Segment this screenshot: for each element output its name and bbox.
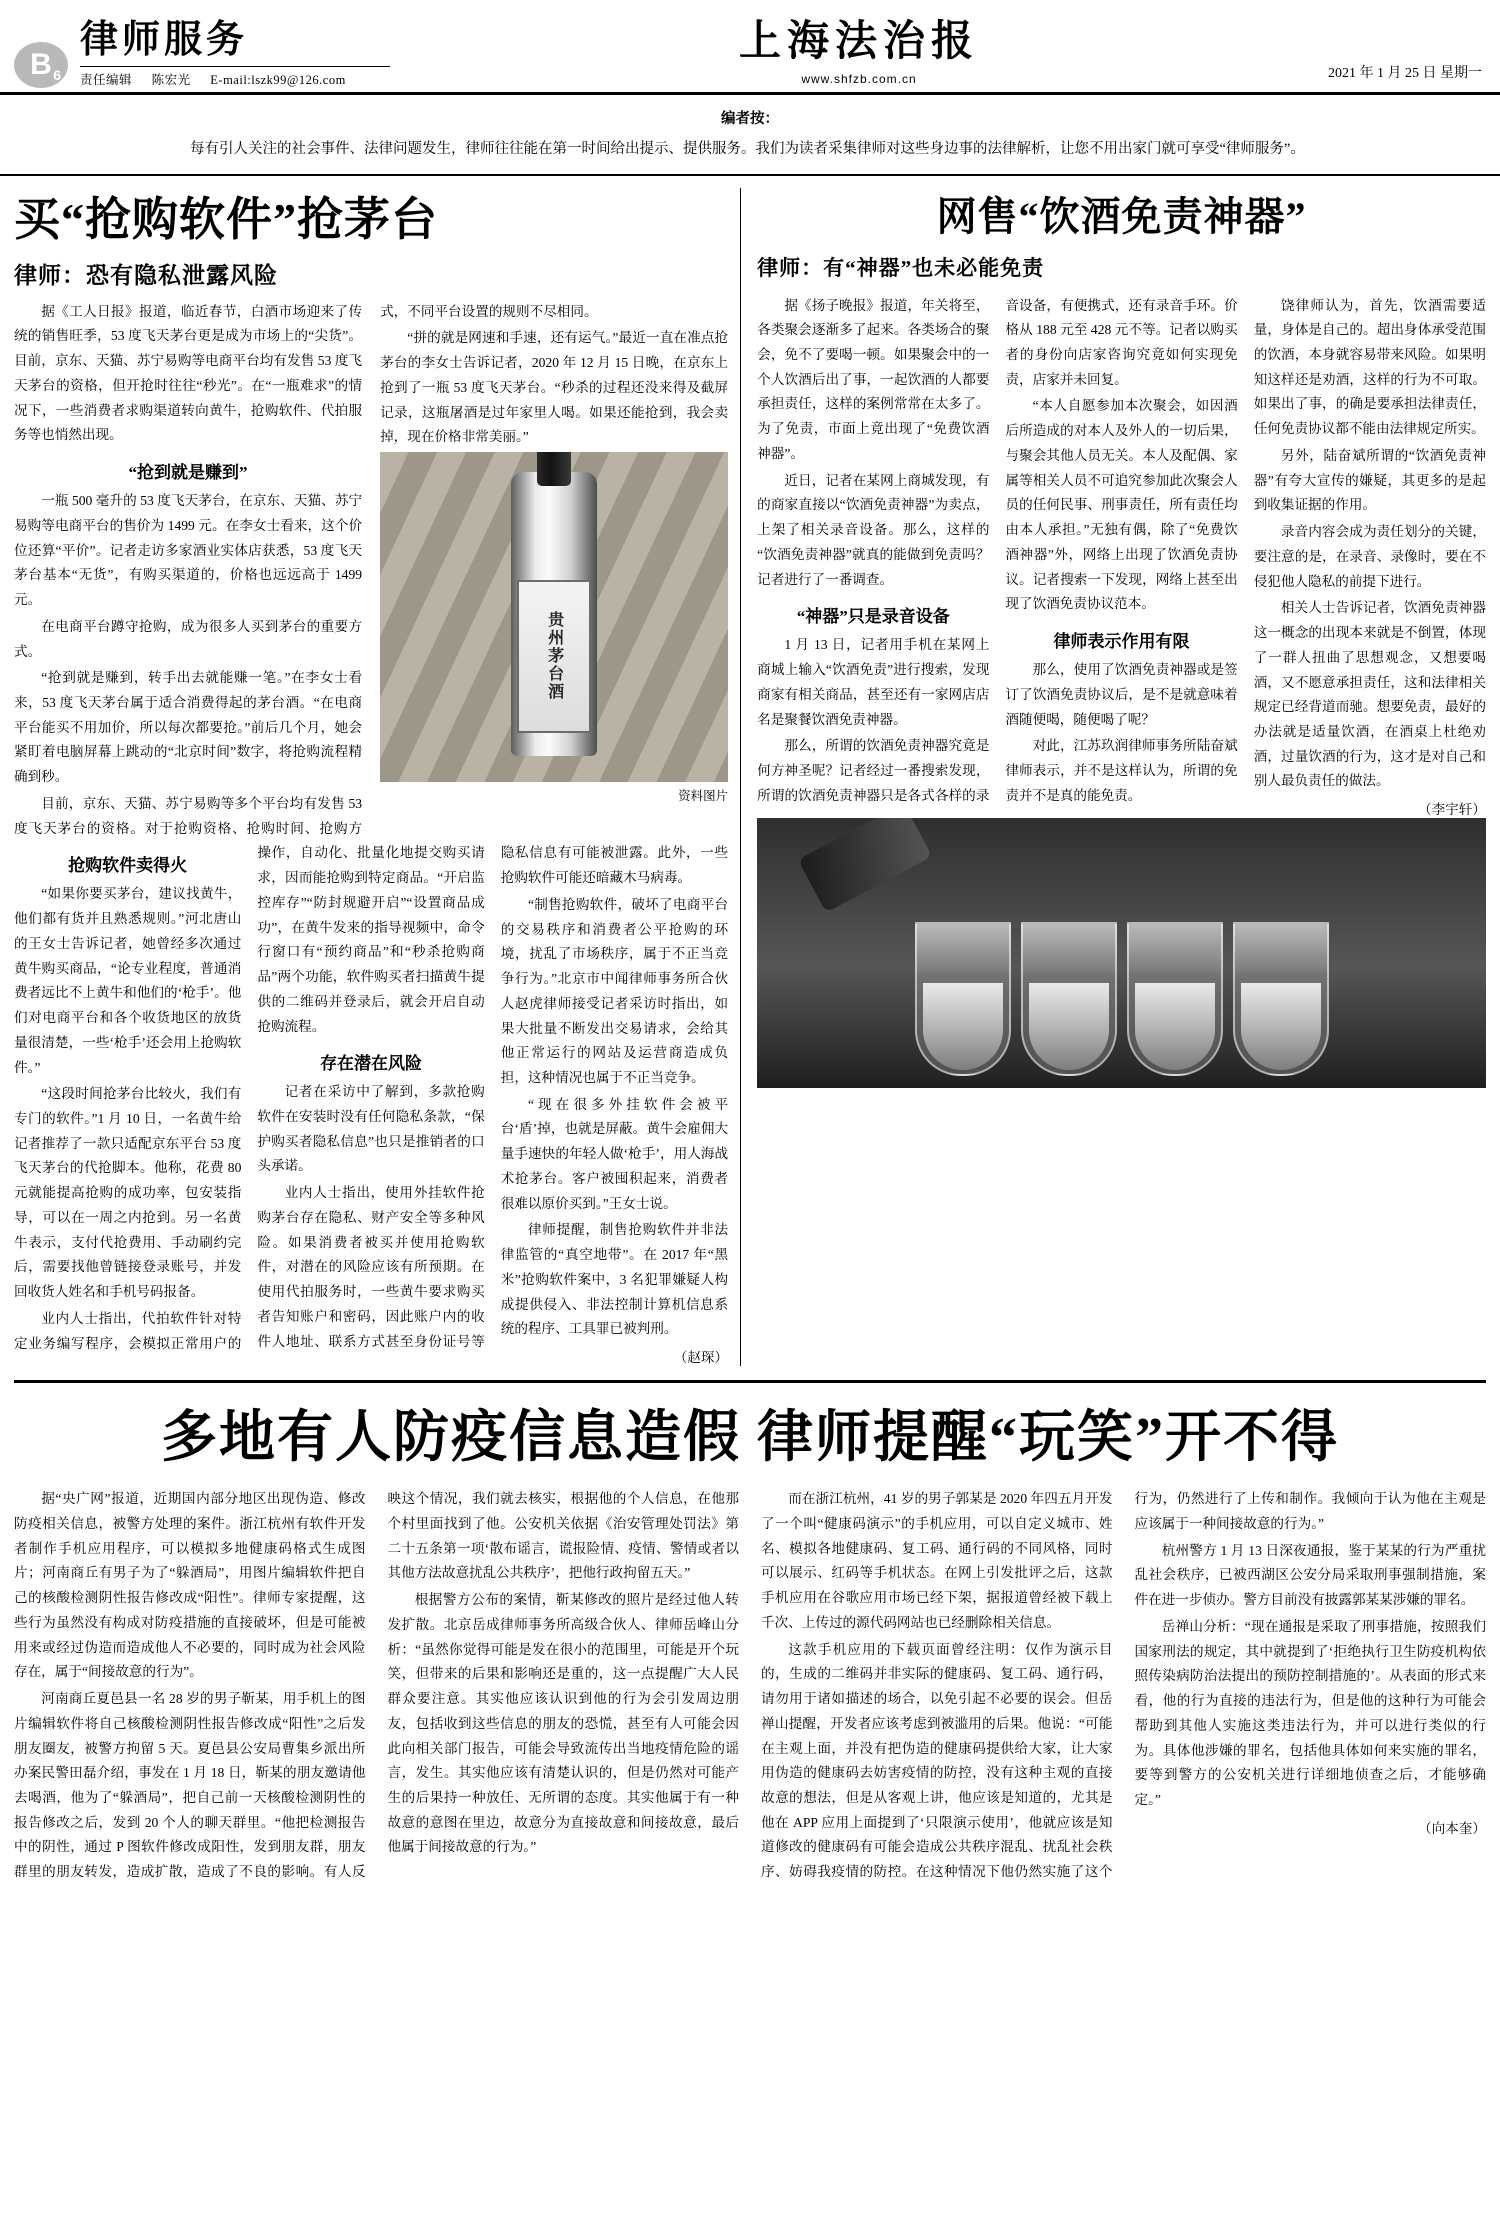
article3-para: 杭州警方 1 月 13 日深夜通报，鉴于某某的行为严重扰乱社会秩序，已被西湖区公安分局采取刑事强制措施，案件在进一步侦办。警方目前没有披露郭某某涉嫌的罪名。 [1134,1542,1486,1608]
photo-maotai-money [380,452,728,782]
article1-upper-columns [14,300,728,842]
article1-para: 目前，京东、天猫、苏宁易购等多个平台均有发售 53 度飞天茅台的资格。对于抢购资格、抢购时间、抢购方式，不同平台设置的规则不尽相同。 [14,303,598,836]
glass-illustration [1233,922,1329,1076]
article2-para: 对此，江苏玖润律师事务所陆奋斌律师表示，并不是这样认为，所谓的免责并不是真的能免责。 [1005,738,1238,803]
article2-columns [757,294,1486,819]
article2-para: 饶律师认为，首先，饮酒需要适量，身体是自己的。超出身体承受范围的饮酒，本身就容易带来风险。如果明知这样还是劝酒，这样的行为不可取。如果出了事，的确是要承担法律责任，任何免责协议都不能由法律规定所实。 [1253,297,1486,437]
article2-para: 另外，陆奋斌所谓的“饮酒免责神器”有夸大宣传的嫌疑，其更多的是起到收集证据的作用。 [1253,447,1486,513]
article2-para: 1 月 13 日，记者用手机在某网上商城上输入“饮酒免责”进行搜索，发现商家有相关商品，甚至还有一家网店店名是聚餐饮酒免责神器。 [757,637,990,727]
article1-section-2: 抢购软件卖得火 [68,856,188,876]
article1-lower-columns [14,841,728,1366]
section-title: 律师服务 [80,19,249,62]
article-drinking-device [741,188,1486,1367]
article3-para: 这款手机应用的下载页面曾经注明：仅作为演示目的，生成的二维码并非实际的健康码、复工码、通行码，请勿用于诸如描述的场合，以免引起不必要的误会。但岳禅山提醒，开发者应该考虑到被滥用的后果。他说：“可能在主观上面，并没有把伪造的健康码提供给大家，让大家用伪造的健康码去妨害疫情的防控，没有这种主观的直接故意的想法，但是从客观上讲，他应该是知道的，尤其是他在 APP 应用上面提到了‘只限演示使用’，他就应该是知道修改的健康码有可能会造成公共秩序混乱、扰乱社会秩序、妨碍我疫情的防控。在这种情况下他仍然实施了这个行为，仍然进行了上传和制作。我倾向于认为他在主观是应该属于一种间接故意的行为。” [761,1491,1486,1880]
bottle-label [517,580,591,733]
article2-section-1: “神器”只是录音设备 [796,607,950,627]
glass-illustration [1127,922,1223,1076]
folio-number: 6 [53,67,61,83]
article3-para: 岳禅山分析：“现在通报是采取了刑事措施，按照我们国家刑法的规定，其中就提到了‘拒绝执行卫生防疫机构依照传染病防治法提出的预防控制措施的’。从表面的形式来看，他的行为直接的违法行为，但是他的这种行为可能会帮助到其他人实施这类违法行为，并可以进行类似的行为。具体他涉嫌的罪名，包括他具体如何来实施的罪名，要等到警方的公安机关进行详细地侦查之后，才能够确定。” [1134,1618,1486,1807]
bottle-label-text: 贵州茅台酒 [545,611,563,702]
paper-title-block [390,8,1328,88]
article1-para: 一瓶 500 毫升的 53 度飞天茅台，在京东、天猫、苏宁易购等电商平台的售价为 1499 元。在李女士看来，这个价位还算“平价”。记者走访多家酒业实体店获悉，53 度飞天茅台基本“无货”，有购买渠道的，价格也远远高于 1499 元。 [14,493,363,608]
article2-para: 相关人士告诉记者，饮酒免责神器这一概念的出现本来就是不倒置，体现了一群人扭曲了思想观念，又想要喝酒，又不愿意承担责任，这和法律相关规定已经背道而驰。想要免责，最好的办法就是适量饮酒，在酒桌上杜绝劝酒，过量饮酒的行为，这才是对自己和别人最负责任的做法。 [1253,600,1486,789]
folio-letter: B [30,48,52,81]
article2-para: 近日，记者在某网上商城发现，有的商家直接以“饮酒免责神器”为卖点，上架了相关录音设备。那么，这样的“饮酒免责神器”就真的能做到免责吗？记者进行了一番调查。 [757,472,990,587]
paper-url: www.shfzb.com.cn [801,72,917,86]
article2-para: 那么，所谓的饮酒免责神器究竟是何方神圣呢？记者经过一番搜索发现，所谓的饮酒免责神器只是各式各样的录音设备，有便携式，还有录音手环。价格从 188 元至 428 元不等。记者以购买者的身份向店家咨询究竟如何实现免责，店家并未回复。 [757,297,1238,803]
issue-date: 2021 年 1 月 25 日 星期一 [1328,66,1482,81]
paper-name: 上海法治报 [738,19,979,65]
section-credits [80,66,390,88]
masthead [0,0,1500,95]
article3-para: 而在浙江杭州，41 岁的男子郭某是 2020 年四五月开发了一个叫“健康码演示”的手机应用，可以自定义城市、姓名、模拟各地健康码、复工码、通行码的不同风格，同时可以展示、红码等手机状态。在网上引发批评之后，这款手机应用在谷歌应用市场已经下架，据报道曾经被下载上千次、上传过的源代码网站也已经删除相关信息。 [761,1491,1113,1630]
article1-para: 记者在采访中了解到，多款抢购软件在安装时没有任何隐私条款，“保护购买者隐私信息”也只是推销者的口头承诺。 [257,1084,485,1174]
article1-para: “抢到就是赚到，转手出去就能赚一笔。”在李女士看来，53 度飞天茅台属于适合消费得起的茅台酒。“在电商平台能买不用加价，所以每次都要抢。”前后几个月，她会紧盯着电脑屏幕上跳动的“北京时间”数字，将抢购流程精确到秒。 [14,670,363,785]
article2-subhead: 律师：有“神器”也未必能免责 [757,255,1045,280]
editor-note-text: 每有引人关注的社会事件、法律问题发生，律师往往能在第一时间给出提示、提供服务。我们为读者采集律师对这些身边事的法律解析，让您不用出家门就可享受“律师服务”。 [190,141,1305,158]
editor-email: E-mail:lszk99@126.com [210,73,346,87]
editor-note [0,95,1500,176]
editor-label: 责任编辑 [80,73,133,87]
article2-byline: （李宇轩） [1417,802,1486,818]
article1-byline: （赵琛） [673,1350,729,1366]
photo-caption: 资料图片 [678,789,729,804]
article1-para: “拼的就是网速和手速，还有运气。”最近一直在准点抢茅台的李女士告诉记者，2020 年 12 月 15 日晚，在京东上抢到了一瓶 53 度飞天茅台。“秒杀的过程还没来得及截屏记录，这瓶屠酒是过年家里人喝。如果还能抢到，我会卖掉，现在价格非常美丽。” [380,330,729,445]
article1-para: “这段时间抢茅台比较火，我们有专门的软件。”1 月 10 日，一名黄牛给记者推荐了一款只适配京东平台 53 度飞天茅台的代抢脚本。他称，花费 80 元就能提高抢购的成功率，包安装指导，可以在一周之内抢到。另一名黄牛表示，支付代抢费用、手动刷约完后，需要找他曾链接登录账号，并发回收货人姓名和手机号码报备。 [14,1086,242,1300]
photo-pouring-glasses [757,818,1486,1088]
article-fake-epidemic-info [0,1383,1500,1905]
article1-para: 业内人士指出，使用外挂软件抢购茅台存在隐私、财产安全等多种风险。如果消费者被买并使用抢购软件，对潜在的风险应该有所预期。在使用代拍服务时，一些黄牛要求购买者告知账户和密码，因此账户内的收件人地址、联系方式甚至身份证号等隐私信息有可能被泄露。此外，一些抢购软件可能还暗藏木马病毒。 [257,845,729,1349]
top-articles [0,176,1500,1367]
article3-headline: 多地有人防疫信息造假 律师提醒“玩笑”开不得 [161,1407,1339,1470]
article1-lead: 据《工人日报》报道，临近春节，白酒市场迎来了传统的销售旺季，53 度飞天茅台更是成为市场上的“尖货”。目前，京东、天猫、苏宁易购等电商平台均有发售 53 度飞天茅台的资格，但开抢时往往“秒光”。在“一瓶难求”的情况下，一些消费者求购渠道转向黄牛，抢购软件、代拍服务等也悄然出现。 [14,303,363,443]
article1-para: 在电商平台蹲守抢购，成为很多人买到茅台的重要方式。 [14,618,363,659]
article1-para: 律师提醒，制售抢购软件并非法律监管的“真空地带”。在 2017 年“黑米”抢购软件案中，3 名犯罪嫌疑人构成提供侵入、非法控制计算机信息系统的程序、工具罪已被判刑。 [500,1222,729,1337]
glass-illustration [1021,922,1117,1076]
article2-section-2: 律师表示作用有限 [1053,632,1190,652]
article1-para: “现在很多外挂软件会被平台‘盾’掉，也就是屏蔽。黄牛会雇佣大量手速快的年轻人做‘枪手’，用人海战术抢茅台。客户被囤积起来，消费者很难以原价买到。”王女士说。 [500,1096,729,1211]
article1-subhead: 律师：恐有隐私泄露风险 [14,262,278,288]
glass-illustration [915,922,1011,1076]
article1-headline: 买“抢购软件”抢茅台 [14,193,438,245]
article1-section-3: 存在潜在风险 [320,1054,423,1074]
article1-para: 业内人士指出，代拍软件针对特定业务编写程序，会模拟正常用户的操作，自动化、批量化地提交购买请求，因而能抢购到特定商品。“开启监控库存”“防封规避开启”“设置商品成功”，在黄牛发来的指导视频中，命令行窗口有“预约商品”和“秒杀抢购商品”两个功能，软件购买者扫描黄牛提供的二维码并登录后，就会开启自动抢购流程。 [14,845,485,1351]
article1-para: “如果你要买茅台，建议找黄牛，他们都有货并且熟悉规则。”河北唐山的王女士告诉记者，她曾经多次通过黄牛购买商品，“论专业程度，普通消费者远比不上黄牛和他们的‘枪手’。他们对电商平台和各个收货地区的放货量很清楚，一些‘枪手’还会用上抢购软件。” [14,886,242,1075]
article3-byline: （向本奎） [1418,1820,1486,1836]
editor-name: 陈宏光 [151,73,191,87]
article-maotai [14,188,741,1367]
maotai-bottle-illustration [511,472,597,756]
page-folio [14,42,68,88]
article2-para: 据《扬子晚报》报道，年关将至，各类聚会逐渐多了起来。各类场合的聚会，免不了要喝一顿。如果聚会中的一个人饮酒后出了事，一起饮酒的人都要承担责任，这样的案例常常在太多了。为了免责，市面上竟出现了“免费饮酒神器”。 [757,297,990,461]
article3-para: 据“央广网”报道，近期国内部分地区出现伪造、修改防疫相关信息，被警方处理的案件。浙江杭州有软件开发者制作手机应用程序，可以模拟多地健康码格式生成图片；河南商丘有男子为了“躲酒局”，用图片编辑软件把自己的核酸检测阴性报告修改成“阳性”。律师专家提醒，这些行为虽然没有构成对防疫措施的直接破坏，但是可能被用来或经过伪造而造成他人不必要的，同时成为社会风险存在，属于“间接故意的行为”。 [14,1491,366,1680]
article2-para: “本人自愿参加本次聚会，如因酒后所造成的对本人及外人的一切后果，与聚会其他人员无关。本人及配偶、家属等相关人员不可追究参加此次聚会人员的任何民事、刑事责任，所有责任均由本人承担。”无独有偶，除了“免费饮酒神器”外，网络上出现了饮酒免责协议。记者搜索一下发现，网络上甚至出现了饮酒免责协议范本。 [1005,398,1238,612]
article3-para: 根据警方公布的案情，靳某修改的照片是经过他人转发扩散。北京岳成律师事务所高级合伙人、律师岳峰山分析：“虽然你觉得可能是发在很小的范围里，可能是开个玩笑，但带来的后果和影响还是重的，这一点提醒广大人民群众要注意。其实他应该认识到他的行为会引发周边朋友，包括收到这些信息的朋友的恐慌，甚至有人可能会因此向相关部门报告，可能会导致流传出当地疫情危险的谣言，发生。其实他应该有清楚认识的，但是仍然对可能产生的后果持一种放任、无所谓的态度。其实他属于有一种故意的意图在里边，故意分为直接故意和间接故意，最后他属于间接故意的行为。” [387,1592,739,1855]
article3-para: 河南商丘夏邑县一名 28 岁的男子靳某，用手机上的图片编辑软件将自己核酸检测阴性报告修改成“阳性”之后发朋友圈友，被警方拘留 5 天。夏邑县公安局曹集乡派出所办案民警田磊介绍，事发在 1 月 18 日，靳某的朋友邀请他去喝酒，他为了“躲酒局”，把自己前一天核酸检测阴性的报告修改之后，发到 20 个人的聊天群里。“他把检测报告中的阴性，通过 P 图软件修改成阳性，发到朋友群，朋友群里的朋友转发，造成扩散，造成了不良的影响。有人反映这个情况，我们就去核实，根据他的个人信息，在他那个村里面找到了他。公安机关依据《治安管理处罚法》第二十五条第一项‘散布谣言，谎报险情、疫情、警情或者以其他方法故意扰乱公共秩序’，把他行政拘留五天。” [14,1491,739,1880]
article3-columns [14,1487,1486,1885]
article1-section-1: “抢到就是赚到” [128,463,248,483]
section-block [80,21,390,88]
article2-headline: 网售“饮酒免责神器” [936,193,1307,239]
article2-para: 录音内容会成为责任划分的关键，要注意的是，在录音、录像时，要在不侵犯他人隐私的前提下进行。 [1253,524,1486,589]
article2-para: 那么，使用了饮酒免责神器或是签订了饮酒免责协议后，是不是就意味着酒随便喝，随便喝了呢？ [1005,662,1238,727]
editor-note-label: 编者按： [721,111,779,127]
bottle-pouring-illustration [798,818,932,913]
article1-para: “制售抢购软件，破坏了电商平台的交易秩序和消费者公平抢购的环境，扰乱了市场秩序，属于不正当竞争行为。”北京市中闻律师事务所合伙人赵虎律师接受记者采访时指出，如果大批量不断发出交易请求，会给其他正常运行的网站及运营商造成负担，这种情况也属于不正当竞争。 [500,896,729,1086]
